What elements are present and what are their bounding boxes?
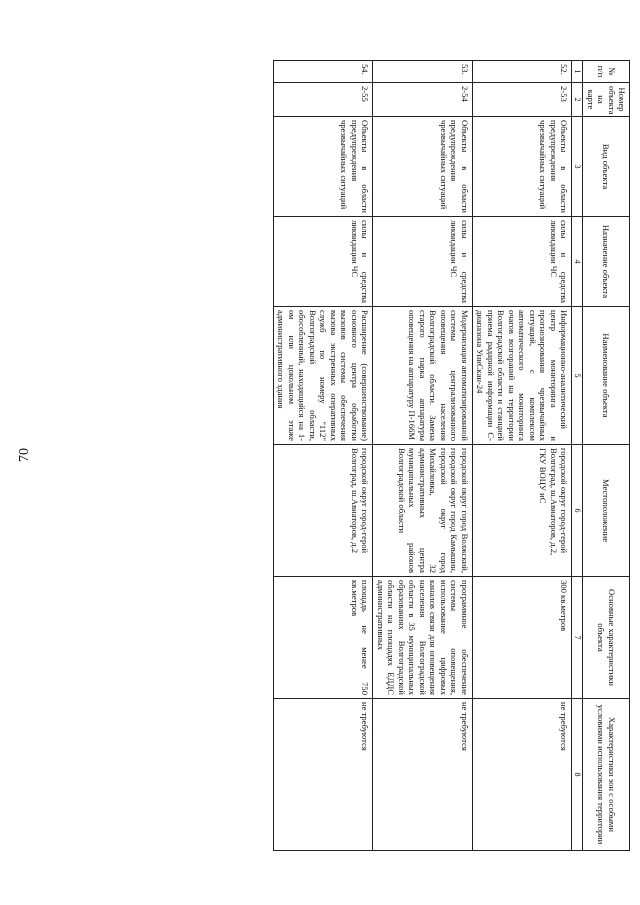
zone-characteristics: не требуются	[472, 699, 571, 851]
page-number: 70	[17, 448, 32, 462]
object-purpose: силы и средства ликвидации ЧС	[273, 217, 372, 307]
header-cell: № п/п	[583, 61, 630, 83]
object-name: Модернизация автоматизированной системы централизованного оповещения населения Волгоградской области. Замена старого парка аппаратуры оповещения на аппаратуру П-166М	[373, 307, 472, 445]
zone-characteristics: не требуются	[373, 699, 472, 851]
map-number: 2-53	[472, 83, 571, 117]
object-type: Объекты в области предупреждения чрезвычайных ситуаций	[273, 117, 372, 217]
object-characteristics: 300 кв.метров	[472, 577, 571, 699]
objects-table	[273, 60, 630, 851]
header-cell: Местоположение	[583, 445, 630, 577]
header-cell: Вид объекта	[583, 117, 630, 217]
table-row	[273, 61, 372, 851]
object-characteristics: программное обеспечение системы оповещения, использование цифровых каналов связи для оповещения населения Волгоградской области в 35 муниципальных образованиях Волгоградской области на площадях ЕДДС административных	[373, 577, 472, 699]
row-number: 54.	[273, 61, 372, 83]
header-cell: Характеристики зон с особыми условиями использования территории	[583, 699, 630, 851]
object-purpose: силы и средства ликвидации ЧС	[373, 217, 472, 307]
zone-characteristics: не требуются	[273, 699, 372, 851]
map-number: 2-54	[373, 83, 472, 117]
object-name: Информационно-аналитический центр мониторинга и прогнозирования чрезвычайных ситуаций, с комплексом автоматического мониторинга очагов возгораний на территории Волгоградской области и станцией приема радарной информации С-диапазона УниСкан-24	[472, 307, 571, 445]
header-cell: Номер объекта на карте	[583, 83, 630, 117]
object-location: городской округ город-герой Волгоград, ш.Авиаторов, д.2, ГКУ ВОЦУ иС	[472, 445, 571, 577]
column-number: 2	[572, 83, 583, 117]
column-number: 6	[572, 445, 583, 577]
object-characteristics: площадь не менее 750 кв.метров	[273, 577, 372, 699]
column-number: 7	[572, 577, 583, 699]
map-number: 2-55	[273, 83, 372, 117]
header-cell: Назначение объекта	[583, 217, 630, 307]
table-row	[472, 61, 571, 851]
column-number-row	[572, 61, 583, 851]
column-number: 8	[572, 699, 583, 851]
object-purpose: силы и средства ликвидации ЧС	[472, 217, 571, 307]
object-location: городской округ город Волжский, городской округ город Камышин, городской округ город Михайловка, 32 административных центра муниципальных районов Волгоградской области	[373, 445, 472, 577]
row-number: 53.	[373, 61, 472, 83]
column-number: 3	[572, 117, 583, 217]
column-number: 1	[572, 61, 583, 83]
document-sheet	[125, 60, 630, 850]
object-name: Расширение (совершенствование) основного центра обработки вызовов системы обеспечения вызова экстренных оперативных служб по номеру "112" Волгоградской области, обособленный, находящийся на 1-ом или цокольном этаже административного здания	[273, 307, 372, 445]
object-type: Объекты в области предупреждения чрезвычайных ситуаций	[373, 117, 472, 217]
header-cell: Основные характеристики объекта	[583, 577, 630, 699]
header-cell: Наименование объекта	[583, 307, 630, 445]
object-location: городской округ город-герой Волгоград, ш.Авиаторов, д.2	[273, 445, 372, 577]
object-type: Объекты в области предупреждения чрезвычайных ситуаций	[472, 117, 571, 217]
column-number: 4	[572, 217, 583, 307]
column-number: 5	[572, 307, 583, 445]
row-number: 52.	[472, 61, 571, 83]
table-row	[373, 61, 472, 851]
header-row	[583, 61, 630, 851]
